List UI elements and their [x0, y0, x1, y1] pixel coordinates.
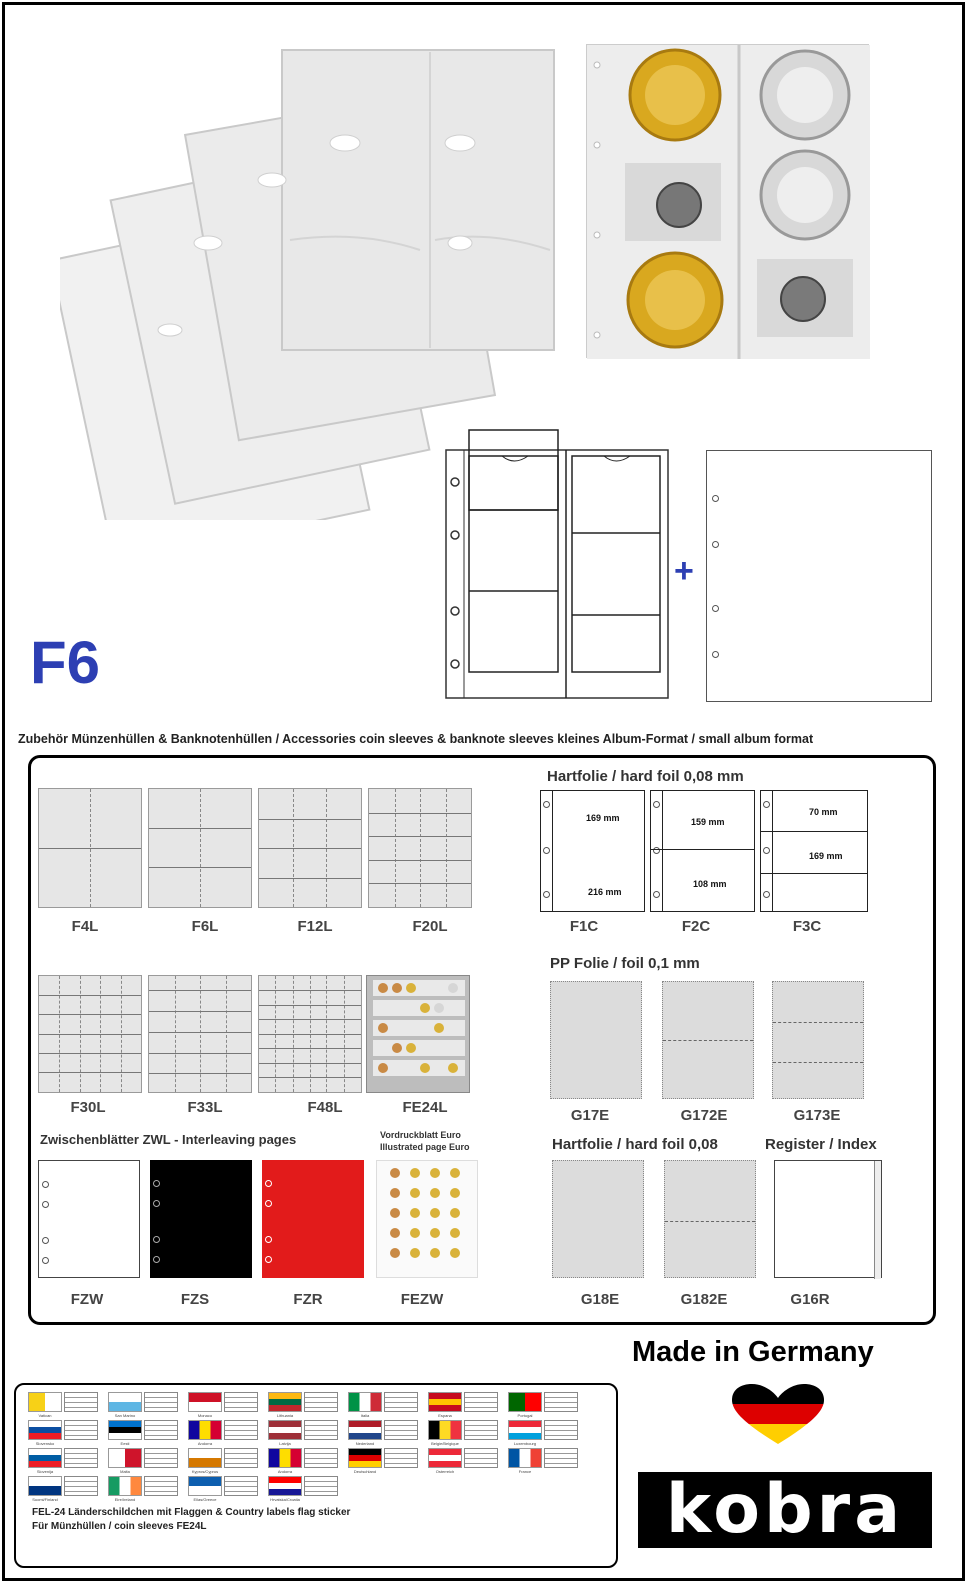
label-f2c: F2C	[681, 918, 711, 935]
label-lines	[304, 1476, 338, 1496]
flag-name: Deutschland	[353, 1469, 377, 1474]
sleeve-f20l	[368, 788, 472, 908]
foil-f2c	[650, 790, 755, 912]
flag-deutschland	[348, 1448, 382, 1468]
label-lines	[304, 1420, 338, 1440]
punch-hole	[712, 651, 719, 658]
label-f30l: F30L	[70, 1099, 106, 1116]
flag-andorra	[268, 1448, 302, 1468]
label-fzs: FZS	[180, 1291, 210, 1308]
flag-name: Italia	[360, 1413, 370, 1418]
sheet-g16r	[774, 1160, 882, 1278]
plus-sign: +	[674, 552, 694, 590]
interleaving-title: Zwischenblätter ZWL - Interleaving pages	[40, 1132, 297, 1147]
flag-kypros-cyprus	[188, 1448, 222, 1468]
dim-f3c-top: 70 mm	[809, 807, 838, 817]
label-f1c: F1C	[569, 918, 599, 935]
flag-name: Slovensko	[35, 1441, 55, 1446]
label-g16r: G16R	[790, 1291, 830, 1308]
flag-name: Malta	[120, 1469, 130, 1474]
flag-name: San Marino	[114, 1413, 136, 1418]
label-fe24l: FE24L	[402, 1099, 448, 1116]
flag-eire-ireland	[108, 1476, 142, 1496]
dim-f2c-width: 159 mm	[691, 817, 725, 827]
flag-name: Eesti	[120, 1441, 130, 1446]
label-g17e: G17E	[570, 1107, 610, 1124]
flag-name: Luxembourg	[513, 1441, 537, 1446]
label-f33l: F33L	[187, 1099, 223, 1116]
f6-sleeve-diagram	[444, 428, 672, 700]
flag-san-marino	[108, 1392, 142, 1412]
flag-name: Kypros/Cyprus	[191, 1469, 219, 1474]
sleeve-f30l	[38, 975, 142, 1093]
flag-name: Osterreich	[435, 1469, 455, 1474]
label-f48l: F48L	[307, 1099, 343, 1116]
label-f3c: F3C	[792, 918, 822, 935]
interleaving-page-diagram	[706, 450, 932, 702]
flag-name: Belgie/Belgique	[431, 1441, 459, 1446]
dim-f1c-height: 216 mm	[588, 887, 622, 897]
label-lines	[64, 1420, 98, 1440]
product-code: F6	[30, 629, 101, 696]
flag-eesti	[108, 1420, 142, 1440]
label-lines	[464, 1420, 498, 1440]
sheet-g18e	[552, 1160, 644, 1278]
euro-illustrated-page	[376, 1160, 478, 1278]
flag-belgie-belgique	[428, 1420, 462, 1440]
flag-ellas-greece	[188, 1476, 222, 1496]
flag-name: Andorra	[197, 1441, 213, 1446]
kobra-logo: kobra	[638, 1472, 932, 1548]
sheet-g182e	[664, 1160, 756, 1278]
flag-name: Nederland	[355, 1441, 375, 1446]
label-lines	[144, 1476, 178, 1496]
foil-f1c	[540, 790, 645, 912]
flag-espana	[428, 1392, 462, 1412]
flag-hrvatska-croatia	[268, 1476, 302, 1496]
label-lines	[144, 1420, 178, 1440]
flag-luxembourg	[508, 1420, 542, 1440]
label-f20l: F20L	[412, 918, 448, 935]
pp-sheet-g17e	[550, 981, 642, 1099]
punch-hole	[712, 541, 719, 548]
coin-sleeve-photo	[586, 44, 869, 358]
flag-name: Hrvatska/Croatia	[270, 1497, 300, 1502]
flag-andorra	[188, 1420, 222, 1440]
label-f12l: F12L	[297, 918, 333, 935]
flag-slovenija	[28, 1448, 62, 1468]
sleeve-f12l	[258, 788, 362, 908]
flags-caption-line1: FEL-24 Länderschildchen mit Flaggen & Country labels flag sticker	[32, 1507, 351, 1518]
sleeve-f6l	[148, 788, 252, 908]
flag-france	[508, 1448, 542, 1468]
flag-lithuania	[268, 1392, 302, 1412]
label-lines	[464, 1448, 498, 1468]
label-lines	[224, 1420, 258, 1440]
label-fezw: FEZW	[400, 1291, 444, 1308]
label-g173e: G173E	[793, 1107, 841, 1124]
pp-sheet-g173e	[772, 981, 864, 1099]
flag-name: Espana	[438, 1413, 452, 1418]
sleeve-f33l	[148, 975, 252, 1093]
sleeve-fe24l	[366, 975, 470, 1093]
label-g18e: G18E	[580, 1291, 620, 1308]
accessories-heading: Zubehör Münzenhüllen & Banknotenhüllen / Accessories coin sleeves & banknote sleeves kleines Album-Format / small album format	[18, 732, 814, 746]
flag-osterreich	[428, 1448, 462, 1468]
flag-malta	[108, 1448, 142, 1468]
interleaving-black	[150, 1160, 252, 1278]
foil-f3c	[760, 790, 868, 912]
label-lines	[384, 1392, 418, 1412]
label-lines	[384, 1448, 418, 1468]
flag-name: Andorra	[277, 1469, 293, 1474]
label-lines	[544, 1420, 578, 1440]
label-lines	[224, 1448, 258, 1468]
flags-caption-line2: Für Münzhüllen / coin sleeves FE24L	[32, 1521, 207, 1532]
label-f4l: F4L	[71, 918, 99, 935]
interleaving-red	[262, 1160, 364, 1278]
flag-name: Vatican	[38, 1413, 52, 1418]
label-lines	[64, 1448, 98, 1468]
pp-foil-title: PP Folie / foil 0,1 mm	[550, 955, 700, 972]
flag-name: Suomi/Finland	[32, 1497, 58, 1502]
flag-name: Portugal	[517, 1413, 533, 1418]
flag-nederland	[348, 1420, 382, 1440]
label-lines	[144, 1392, 178, 1412]
flag-latvija	[268, 1420, 302, 1440]
flag-portugal	[508, 1392, 542, 1412]
label-g182e: G182E	[680, 1291, 728, 1308]
label-lines	[64, 1392, 98, 1412]
label-f6l: F6L	[191, 918, 219, 935]
label-fzw: FZW	[70, 1291, 104, 1308]
label-lines	[544, 1448, 578, 1468]
flag-name: Ellas/Greece	[193, 1497, 217, 1502]
flag-vatican	[28, 1392, 62, 1412]
label-lines	[464, 1392, 498, 1412]
hard-foil2-title: Hartfolie / hard foil 0,08	[552, 1136, 718, 1153]
flag-slovensko	[28, 1420, 62, 1440]
euro-page-title-line2: Illustrated page Euro	[380, 1142, 470, 1152]
hard-foil-title: Hartfolie / hard foil 0,08 mm	[547, 768, 744, 785]
pp-sheet-g172e	[662, 981, 754, 1099]
dim-f1c-width: 169 mm	[586, 813, 620, 823]
flag-name: Eire/Ireland	[114, 1497, 136, 1502]
flag-name: Monaco	[197, 1413, 213, 1418]
flag-name: Slovenija	[36, 1469, 54, 1474]
label-fzr: FZR	[293, 1291, 323, 1308]
label-lines	[384, 1420, 418, 1440]
sleeve-f48l	[258, 975, 362, 1093]
label-lines	[304, 1392, 338, 1412]
register-title: Register / Index	[765, 1136, 877, 1153]
dim-f3c-width: 169 mm	[809, 851, 843, 861]
punch-hole	[712, 605, 719, 612]
label-lines	[224, 1476, 258, 1496]
germany-heart-icon	[732, 1384, 824, 1446]
flag-name: Latvija	[279, 1441, 291, 1446]
punch-hole	[712, 495, 719, 502]
flag-monaco	[188, 1392, 222, 1412]
label-lines	[544, 1392, 578, 1412]
label-lines	[304, 1448, 338, 1468]
flag-name: France	[518, 1469, 532, 1474]
dim-f2c-height: 108 mm	[693, 879, 727, 889]
label-lines	[224, 1392, 258, 1412]
label-lines	[144, 1448, 178, 1468]
sleeve-f4l	[38, 788, 142, 908]
flag-italia	[348, 1392, 382, 1412]
interleaving-white	[38, 1160, 140, 1278]
made-in-germany: Made in Germany	[632, 1336, 874, 1368]
label-lines	[64, 1476, 98, 1496]
label-g172e: G172E	[680, 1107, 728, 1124]
euro-page-title-line1: Vordruckblatt Euro	[380, 1130, 461, 1140]
flag-name: Lithuania	[276, 1413, 294, 1418]
flag-suomi-finland	[28, 1476, 62, 1496]
